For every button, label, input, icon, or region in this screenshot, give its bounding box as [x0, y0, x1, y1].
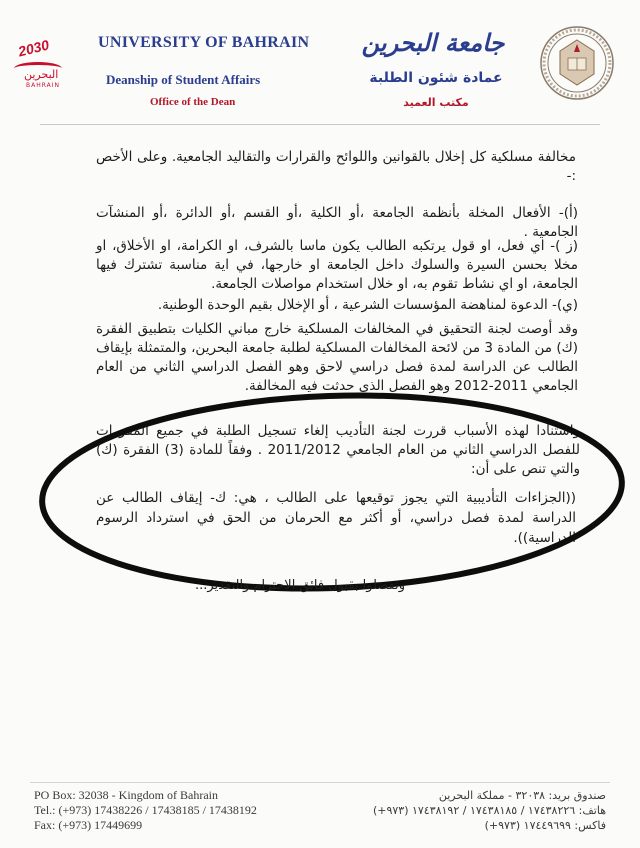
footer-fax-ar: فاكس: ١٧٤٤٩٦٩٩ (٩٧٣+) [484, 819, 606, 832]
clause-z: (ز )- اي فعل، او قول يرتكبه الطالب يكون ماسا بالشرف، او الكرامة، او الأخلاق، او مخلا بحسن السيرة والسلوك داخل الجامعة او خارجها، في اية مناسبة تشترك فيها الجامعة، او اي نشاط تقوم به، او خلال استخدام مواصلات الجامعة. [96, 238, 578, 292]
deanship-name-ar: عمادة شئون الطلبة [369, 70, 503, 86]
footer-pobox-en: PO Box: 32038 - Kingdom of Bahrain [34, 788, 218, 802]
footer-divider [30, 782, 610, 783]
highlight-oval [32, 388, 630, 598]
deanship-name-en: Deanship of Student Affairs [106, 72, 261, 87]
footer-fax-en: Fax: (+973) 17449699 [34, 818, 143, 832]
vision-2030-logo [14, 36, 72, 92]
clause-y: (ي)- الدعوة لمناهضة المؤسسات الشرعية ، أو الإخلال بقيم الوحدة الوطنية. [157, 297, 578, 313]
footer-pobox-ar: صندوق بريد: ٣٢٠٣٨ - مملكة البحرين [438, 789, 606, 802]
office-name-ar: مكتب العميد [403, 96, 469, 109]
penalty-quote: ((الجزاءات التأديبية التي يجوز توقيعها على الطالب ، هي: ك- إيقاف الطالب عن الدراسة لمدة فصل دراسي، أو أكثر مع الحرمان من الحق في استرداد الرسوم الدراسية)). [96, 490, 576, 546]
logo-2030-number: 2030 [16, 36, 51, 60]
university-name-ar: جامعة البحرين [361, 28, 505, 57]
footer-tel-en: Tel.: (+973) 17438226 / 17438185 / 17438192 [34, 803, 257, 817]
header-divider [40, 124, 600, 125]
university-seal-icon [538, 24, 616, 102]
university-name-en: UNIVERSITY OF BAHRAIN [98, 34, 310, 51]
logo-2030-english: BAHRAIN [26, 82, 61, 89]
closing-line: وتفضلوا بقبول فائق الاحترام والتقدير... [195, 578, 405, 593]
footer-contact-ar [306, 788, 606, 833]
office-name-en: Office of the Dean [150, 96, 236, 108]
intro-paragraph: مخالفة مسلكية كل إخلال بالقوانين واللوائح والقرارات والتقاليد الجامعية. وعلى الأخص :- [96, 149, 576, 184]
footer-contact-en [34, 788, 257, 833]
logo-2030-arabic: البحرين [24, 68, 59, 81]
committee-recommendation: وقد أوصت لجنة التحقيق في المخالفات المسلكية خارج مباني الكليات بتطبيق الفقرة (ك) من المادة 3 من لائحة المخالفات المسلكية لطلبة جامعة البحرين، والمتمثلة بإيقاف الطالب عن الدراسة لمدة فصل دراسي لاحق وهو الفصل الدراسي الثاني من العام الجامعي 2011-2012 وهو الفصل الذي حدثت فيه المخالفة. [96, 321, 578, 394]
decision-paragraph: واستنادا لهذه الأسباب قررت لجنة التأديب إلغاء تسجيل الطلبة في جميع المقررات للفصل الدراسي الثاني من العام الجامعي 2011/2012 . وفقاً للمادة (3) الفقرة (ك) والتي تنص على أن: [96, 423, 580, 477]
footer-tel-ar: هاتف: ١٧٤٣٨٢٢٦ / ١٧٤٣٨١٨٥ / ١٧٤٣٨١٩٢ (٩٧٣+) [372, 804, 606, 817]
clause-a: (أ)- الأفعال المخلة بأنظمة الجامعة ،أو الكلية ،أو القسم ،أو الدائرة ،أو المنشآت الجامعية . [96, 205, 578, 240]
